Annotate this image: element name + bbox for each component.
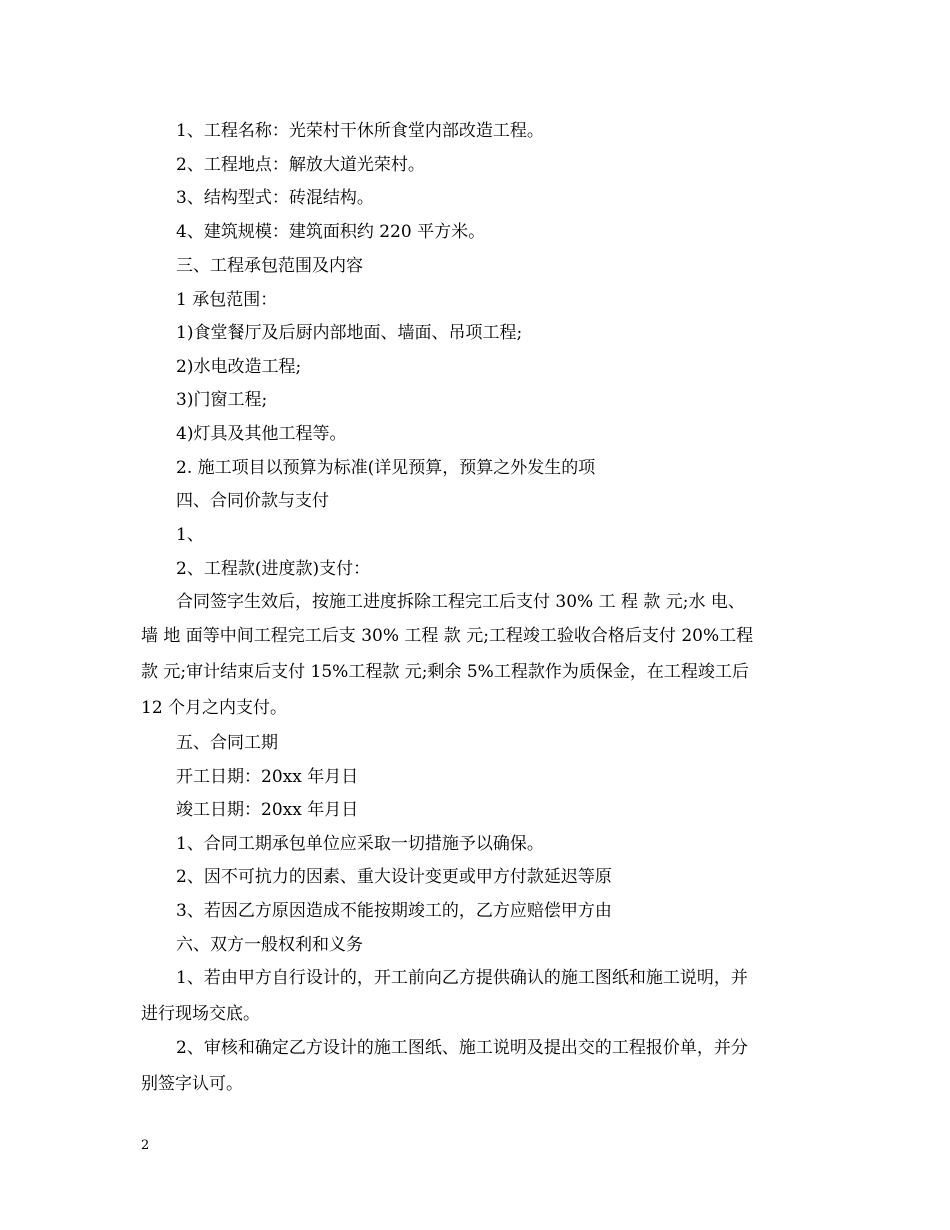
section-heading: 四、合同价款与支付 <box>176 491 329 511</box>
text-line: 款 元;审计结束后支付 15%工程款 元;剩余 5%工程款作为质保金，在工程竣工后 <box>141 662 749 682</box>
section-heading: 六、双方一般权利和义务 <box>176 935 363 955</box>
text-line: 1)食堂餐厅及后厨内部地面、墙面、吊项工程; <box>176 323 523 343</box>
text-line: 1 承包范围： <box>176 290 278 310</box>
text-line: 2、工程地点：解放大道光荣村。 <box>176 155 425 175</box>
text-line: 3、若因乙方原因造成不能按期竣工的，乙方应赔偿甲方由 <box>176 901 612 921</box>
text-line: 1、工程名称：光荣村干休所食堂内部改造工程。 <box>176 121 544 141</box>
text-line: 2、工程款(进度款)支付： <box>176 559 371 579</box>
text-line: 2. 施工项目以预算为标准(详见预算，预算之外发生的项 <box>176 458 596 478</box>
text-line: 开工日期：20xx 年月日 <box>176 767 359 787</box>
text-line: 别签字认可。 <box>141 1074 243 1094</box>
text-line: 2、审核和确定乙方设计的施工图纸、施工说明及提出交的工程报价单，并分 <box>176 1038 748 1058</box>
text-line: 1、合同工期承包单位应采取一切措施予以确保。 <box>176 834 544 854</box>
text-line: 合同签字生效后，按施工进度拆除工程完工后支付 30% 工 程 款 元;水 电、 <box>176 592 745 612</box>
text-line: 2、因不可抗力的因素、重大设计变更或甲方付款延迟等原 <box>176 867 612 887</box>
text-line: 竣工日期：20xx 年月日 <box>176 800 359 820</box>
text-line: 4)灯具及其他工程等。 <box>176 424 347 444</box>
text-line: 4、建筑规模：建筑面积约 220 平方米。 <box>176 222 486 242</box>
text-line: 2)水电改造工程; <box>176 357 302 377</box>
page-number: 2 <box>141 1138 150 1153</box>
section-heading: 五、合同工期 <box>176 733 278 753</box>
text-line: 3)门窗工程; <box>176 390 268 410</box>
text-line: 1、 <box>176 525 204 545</box>
text-line: 1、若由甲方自行设计的，开工前向乙方提供确认的施工图纸和施工说明，并 <box>176 968 748 988</box>
section-heading: 三、工程承包范围及内容 <box>176 256 363 276</box>
text-line: 进行现场交底。 <box>141 1004 260 1024</box>
text-line: 3、结构型式：砖混结构。 <box>176 188 374 208</box>
text-line: 12 个月之内支付。 <box>141 698 288 718</box>
text-line: 墙 地 面等中间工程完工后支 30% 工程 款 元;工程竣工验收合格后支付 20%工程 <box>141 626 754 646</box>
